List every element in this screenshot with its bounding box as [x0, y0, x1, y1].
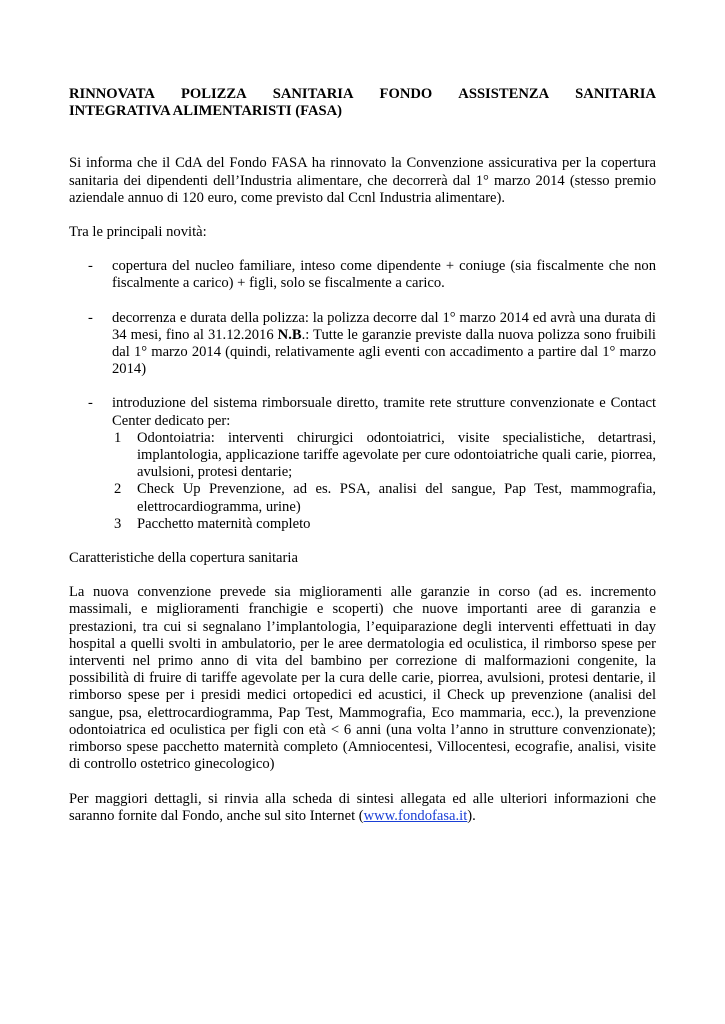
closing-paragraph — [69, 791, 656, 825]
intro-paragraph: Si informa che il CdA del Fondo FASA ha rinnovato la Convenzione assicurativa per la copertura sanitaria dei dipendenti dell’Industria alimentare, che decorrerà dal 1° marzo 2014 (stesso premio aziendale annuo di 120 euro, come previsto dal Ccnl Industria alimentare). — [69, 155, 656, 206]
service-item — [112, 430, 656, 482]
bullet-dash: - — [88, 258, 93, 275]
novita-item-rimborsuale — [69, 395, 656, 533]
closing-text: Per maggiori dettagli, si rinvia alla scheda di sintesi allegata ed alle ulteriori informazioni che saranno fornite dal Fondo, anche sul sito Internet ( — [69, 790, 656, 824]
bullet-dash: - — [88, 309, 93, 326]
service-item — [112, 481, 656, 515]
service-number: 3 — [114, 515, 122, 532]
service-item — [112, 516, 656, 533]
service-number: 2 — [114, 481, 122, 498]
closing-text-end: ). — [467, 807, 476, 824]
novita-item-text-cont: .: Tutte le garanzie previste dalla nuova polizza sono fruibili dal 1° marzo 2014 (quindi, relativamente agli eventi con accadimento a partire dal 1° marzo 2014) — [112, 326, 656, 378]
novita-item-copertura — [69, 258, 656, 292]
novita-heading: Tra le principali novità: — [69, 224, 207, 241]
novita-list — [69, 258, 656, 533]
document-title — [69, 86, 656, 120]
novita-item-decorrenza — [69, 310, 656, 379]
service-number: 1 — [114, 429, 122, 446]
service-text: Pacchetto maternità completo — [137, 515, 311, 532]
coverage-paragraph: La nuova convenzione prevede sia miglioramenti alle garanzie in corso (ad es. incremento massimali, e miglioramenti franchigie e scoperti) che nuove importanti aree di garanzia e prestazioni, tra cui si segnalano l’implantologia, l’equiparazione degli interventi effettuati in day hospital a quelli svolti in ambulatorio, per le aree dermatologia ed oculistica, il rimborso spese per interventi nel primo anno di vita del bambino per correzione di malformazioni congenite, la possibilità di fruire di tariffe agevolate per la cura delle carie, piorrea, avulsioni, protesi dentarie, il rimborso spese per i presidi medici ortopedici ed acustici, il Check up prevenzione (analisi del sangue, psa, elettrocardiogramma, Pap Test, Mammografia, Eco mammaria, ecc.), la prevenzione odontoiatrica ed oculistica per figli con età < 6 anni (una volta l’anno in strutture convenzionate); rimborso spese pacchetto maternità completo (Amniocentesi, Villocentesi, ecografie, analisi, visite di controllo ostetrico ginecologico) — [69, 584, 656, 773]
coverage-heading: Caratteristiche della copertura sanitaria — [69, 550, 298, 567]
title-line-2: INTEGRATIVA ALIMENTARISTI (FASA) — [69, 103, 343, 120]
novita-item-text: copertura del nucleo familiare, inteso come dipendente + coniuge (sia fiscalmente che non fiscalmente a carico) + figli, solo se fiscalmente a carico. — [112, 258, 656, 292]
services-list — [112, 430, 656, 533]
bullet-dash: - — [88, 395, 93, 412]
nb-label: N.B — [277, 326, 302, 343]
title-line-1: RINNOVATA POLIZZA SANITARIA FONDO ASSISTENZA SANITARIA — [69, 86, 656, 102]
novita-item-text: introduzione del sistema rimborsuale diretto, tramite rete strutture convenzionate e Contact Center dedicato per: — [112, 395, 656, 429]
service-text: Odontoiatria: interventi chirurgici odontoiatrici, visite specialistiche, detartrasi, implantologia, applicazione tariffe agevolate per cure odontoiatriche quali carie, piorrea, avulsioni, protesi dentarie; — [137, 429, 656, 481]
service-text: Check Up Prevenzione, ad es. PSA, analisi del sangue, Pap Test, mammografia, elettrocardiogramma, urine) — [137, 481, 656, 515]
novita-item-text: decorrenza e durata della polizza: la polizza decorre dal 1° marzo 2014 ed avrà una durata di 34 mesi, fino al 31.12.2016 — [112, 309, 656, 343]
fondofasa-link[interactable]: www.fondofasa.it — [363, 807, 468, 824]
